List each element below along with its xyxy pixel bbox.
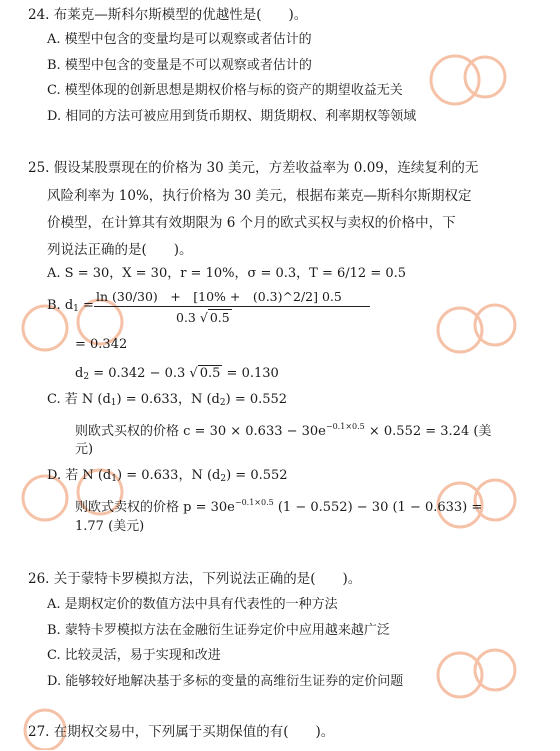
q24-stem: 24. 布莱克—斯科尔斯模型的优越性是( )。 — [28, 7, 308, 23]
q25-option-b-label: B. $d_1$ = — [47, 298, 94, 314]
q26-option-b: B. 蒙特卡罗模拟方法在金融衍生证券定价中应用越来越广泛 — [47, 623, 390, 638]
q25-option-b-result: = 0.342 — [75, 337, 128, 352]
q27-stem: 27. 在期权交易中，下列属于买期保值的有( )。 — [28, 724, 335, 740]
q25-option-c-line3: 元) — [75, 442, 94, 457]
q24-option-a: A. 模型中包含的变量均是可以观察或者估计的 — [47, 32, 312, 47]
exam-watermark-logo — [420, 640, 530, 710]
q25-stem-line3: 价模型，在计算其有效期限为 6 个月的欧式买权与卖权的价格中，下 — [47, 215, 456, 231]
q25-d2-line: $d_2 = 0.342 - 0.3$ √ 0.5 = 0.130 — [75, 366, 279, 382]
q25-stem-line4: 列说法正确的是( )。 — [47, 242, 193, 258]
q24-option-b: B. 模型中包含的变量是不可以观察或者估计的 — [47, 58, 312, 73]
q25-option-d-line1: D. 若 N $(d_1) = 0.633$，N $(d_2) = 0.552$ — [47, 468, 288, 484]
q25-option-d-line3: 1.77 (美元) — [75, 519, 145, 534]
q25-option-b-fraction-bar — [94, 306, 370, 307]
q26-option-d: D. 能够较好地解决基于多标的变量的高维衍生证券的定价问题 — [47, 674, 404, 689]
q25-option-c-line2: 则欧式买权的价格 $c = 30 \times 0.633 - 30e^{-0.1\times 0.5} \times 0.552 = 3.24$ (美 — [75, 422, 492, 439]
q25-option-d-line2: 则欧式卖权的价格 $p = 30e^{-0.1\times 0.5}$ (1 − 0.552) − 30 (1 − 0.633) = — [75, 498, 483, 515]
q26-option-a: A. 是期权定价的数值方法中具有代表性的一种方法 — [47, 597, 338, 612]
exam-watermark-logo — [415, 45, 525, 115]
q25-option-a: A. S = 30，X = 30，r = 10%，σ = 0.3，T = 6/12 = 0.5 — [47, 266, 407, 281]
q26-option-c: C. 比较灵活，易于实现和改进 — [47, 648, 221, 663]
q25-option-c-line1: C. 若 N $(d_1) = 0.633$，N $(d_2) = 0.552$ — [47, 392, 288, 408]
q24-option-d: D. 相同的方法可被应用到货币期权、期货期权、利率期权等领域 — [47, 109, 417, 124]
q25-option-b-numerator: ln (30/30) + [10% + (0.3)^2/2] 0.5 — [96, 289, 342, 304]
q25-option-b-denominator: 0.3 √ 0.5 — [176, 310, 230, 325]
q26-stem: 26. 关于蒙特卡罗模拟方法，下列说法正确的是( )。 — [28, 571, 362, 587]
q25-stem-line1: 25. 假设某股票现在的价格为 30 美元，方差收益率为 0.09，连续复利的无 — [28, 160, 479, 176]
exam-watermark-logo — [420, 295, 530, 365]
q24-option-c: C. 模型体现的创新思想是期权价格与标的资产的期望收益无关 — [47, 83, 403, 98]
q25-stem-line2: 风险利率为 10%，执行价格为 30 美元，根据布莱克—斯科尔斯期权定 — [47, 188, 472, 204]
